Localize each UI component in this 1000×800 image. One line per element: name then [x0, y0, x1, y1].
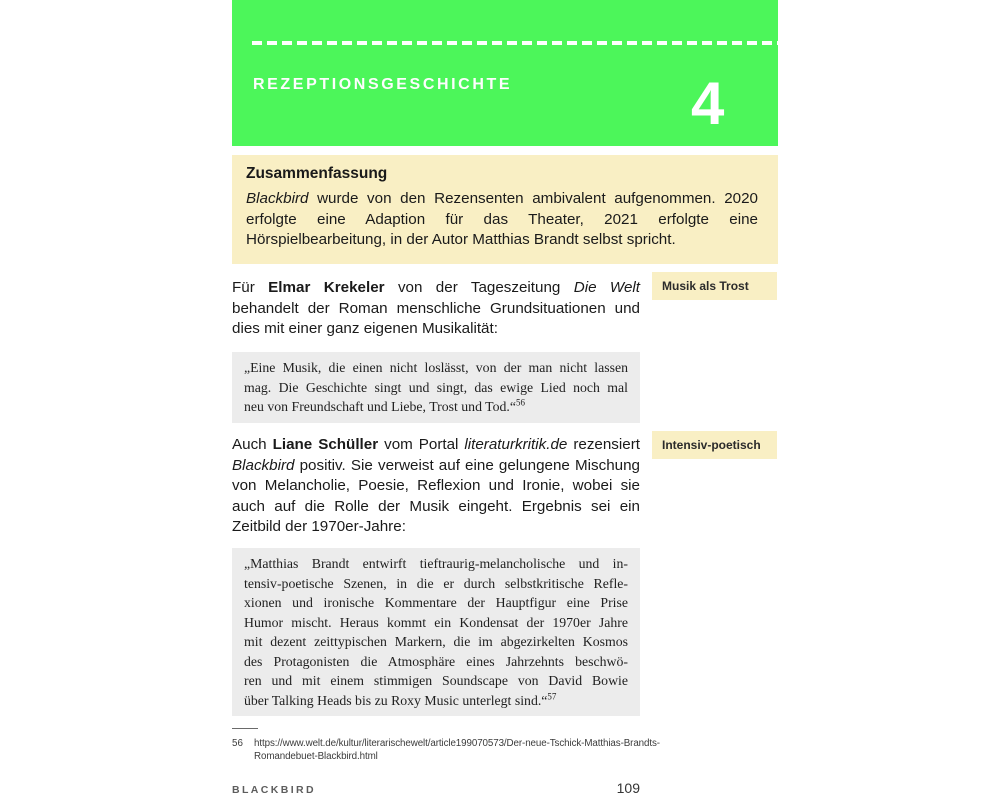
- text-line: „Eine Musik, die einen nicht loslässt, von der man nicht lassen: [244, 360, 628, 375]
- footnote-number: 56: [232, 738, 243, 749]
- margin-note-label: Musik als Trost: [662, 279, 749, 293]
- text-line: https://www.welt.de/kultur/literarischewelt/article199070573/Der-neue-Tschick-Matthias-Brandts-: [254, 738, 660, 749]
- margin-note-label: Intensiv-poetisch: [662, 438, 761, 452]
- margin-note-intensiv-poetisch: [652, 431, 777, 459]
- page-footer: [232, 780, 640, 796]
- text-line: xionen und ironische Kommentare der Hauptfigur eine Prise: [244, 595, 628, 610]
- text-line: Humor mischt. Heraus kommt ein Kondensat der 1970er Jahre: [244, 614, 628, 630]
- chapter-header: [232, 0, 778, 146]
- footnote-56: [232, 737, 672, 763]
- text-line: Romandebuet-Blackbird.html: [254, 751, 378, 762]
- text-line: über Talking Heads bis zu Roxy Music unterlegt sind.“$^{57}$: [244, 690, 557, 708]
- margin-note-musik-als-trost: [652, 272, 777, 300]
- dashed-divider: [252, 41, 778, 45]
- footnote-ref: 56: [516, 397, 526, 408]
- text-line: tensiv-poetische Szenen, in die er durch selbstkritische Refle-: [244, 575, 628, 591]
- summary-text: Blackbird wurde von den Rezensenten ambivalent aufgenommen. 2020 erfolgte eine Adaption für das Theater, 2021 erfolgte eine Hörspielbearbeitung, in der Autor Matthias Brandt selbst spricht.: [246, 190, 758, 248]
- text-line: ren und mit einem stimmigen Soundscape von David Bowie: [244, 673, 628, 688]
- chapter-title: REZEPTIONSGESCHICHTE: [253, 76, 513, 93]
- page-number: 109: [616, 780, 640, 796]
- chapter-number: 4: [691, 70, 725, 137]
- text-line: „Matthias Brandt entwirft tieftraurig-melancholische und in-: [244, 556, 628, 571]
- text-line: neu von Freundschaft und Liebe, Trost und Tod.“$^{56}$: [244, 397, 526, 414]
- text-line: mag. Die Geschichte singt und singt, das ewige Lied noch mal: [244, 379, 628, 395]
- summary-title: Zusammenfassung: [246, 165, 388, 182]
- paragraph-krekeler: Für Elmar Krekeler von der Tageszeitung Die Welt behandelt der Roman menschliche Grundsituationen und dies mit einer ganz eigenen Musikalität:: [232, 279, 640, 337]
- running-book-title: BLACKBIRD: [232, 784, 317, 796]
- quote-box-literaturkritik: [232, 548, 640, 716]
- text-line: des Protagonisten die Atmosphäre eines Jahrzehnts beschwö-: [244, 653, 628, 669]
- text-line: mit dezent zeittypischen Markern, die im abgezirkelten Kosmos: [244, 634, 628, 649]
- footnote-separator: [232, 728, 258, 729]
- summary-box: [232, 155, 778, 264]
- paragraph-schueller: Auch Liane Schüller vom Portal literaturkritik.de rezensiert Blackbird positiv. Sie verweist auf eine gelungene Mischung von Melancholie, Poesie, Reflexion und Ironie, wobei sie auch auf die Rolle der Musik eingeht. Ergebnis sei ein Zeitbild der 1970er-Jahre:: [232, 436, 640, 535]
- footnote-ref: 57: [547, 690, 557, 701]
- footnote-url: [254, 737, 660, 763]
- quote-box-welt: [232, 352, 640, 423]
